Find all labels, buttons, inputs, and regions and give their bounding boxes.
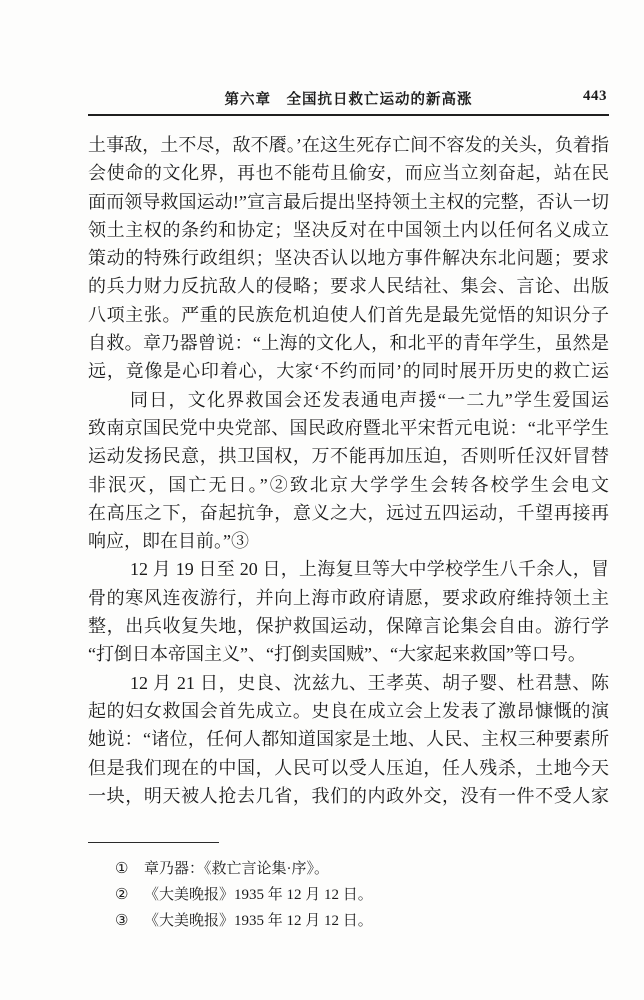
footnote <box>115 882 585 908</box>
text-line: 但是我们现在的中国，人民可以受人压迫，任人残杀，土地今天 <box>88 757 609 778</box>
text-line: 她说：“诸位，任何人都知道国家是土地、人民、主权三种要素所 <box>88 729 609 750</box>
text-line: 骨的寒风连夜游行，并向上海市政府请愿，要求政府维持领土主 <box>88 587 609 608</box>
footnote-marker: ③ <box>115 913 129 929</box>
text-line: “打倒日本帝国主义”、“打倒卖国贼”、“大家起来救国”等口号。 <box>88 644 586 665</box>
text-line: 土事敌，土不尽，敌不餍。’在这生死存亡间不容发的关头，负着指 <box>88 135 609 155</box>
text-line: 远，竟像是心印着心，大家‘不约而同’的同时展开历史的救亡运 <box>88 361 609 382</box>
footnote-text: 《大美晚报》1935 年 12 月 12 日。 <box>144 913 373 929</box>
text-line: 八项主张。严重的民族危机迫使人们首先是最先觉悟的知识分子 <box>88 304 609 325</box>
text-line: 的兵力财力反抗敌人的侵略；要求人民结社、集会、言论、出版 <box>88 276 609 297</box>
footnote-text: 章乃器：《救亡言论集·序》。 <box>144 861 329 877</box>
text-line: 响应，即在目前。”③ <box>88 531 249 552</box>
text-line: 同日，文化界救国会还发表通电声援“一二九”学生爱国运 <box>130 389 609 410</box>
text-line: 会使命的文化界，再也不能苟且偷安，而应当立刻奋起，站在民 <box>88 163 609 184</box>
body-text <box>88 131 609 810</box>
footnote-separator <box>88 842 219 843</box>
page-number: 443 <box>583 88 607 104</box>
text-line: 运动发扬民意，拱卫国权，万不能再加压迫，否则听任汉奸冒替 <box>88 446 609 467</box>
footnotes <box>115 856 585 934</box>
footnote-text: 《大美晚报》1935 年 12 月 12 日。 <box>144 887 373 903</box>
text-line: 12 月 19 日至 20 日，上海复旦等大中学校学生八千余人，冒 <box>130 559 609 580</box>
running-title: 第六章 全国抗日救亡运动的新高涨 <box>224 92 473 108</box>
footnote <box>115 856 585 882</box>
text-line: 面而领导救国运动!”宣言最后提出坚持领土主权的完整，否认一切 <box>88 191 609 212</box>
footnote-marker: ① <box>115 861 129 877</box>
text-line: 一块，明天被人抢去几省，我们的内政外交，没有一件不受人家 <box>88 785 609 806</box>
text-line: 致南京国民党中央党部、国民政府暨北平宋哲元电说：“北平学生 <box>88 417 609 438</box>
text-line: 在高压之下，奋起抗争，意义之大，远过五四运动，千望再接再 <box>88 502 609 523</box>
text-line: 12 月 21 日，史良、沈兹九、王孝英、胡子婴、杜君慧、陈 <box>130 672 609 693</box>
text-line: 策动的特殊行政组织；坚决否认以地方事件解决东北问题；要求 <box>88 248 609 269</box>
text-line: 起的妇女救国会首先成立。史良在成立会上发表了激昂慷慨的演 <box>88 700 609 721</box>
header-rule <box>88 114 609 116</box>
text-line: 领土主权的条约和协定；坚决反对在中国领土内以任何名义成立 <box>88 219 609 240</box>
footnote-marker: ② <box>115 887 129 903</box>
text-line: 非泯灭，国亡无日。”②致北京大学学生会转各校学生会电文 <box>88 474 609 495</box>
text-line: 自救。章乃器曾说：“上海的文化人，和北平的青年学生，虽然是 <box>88 333 609 354</box>
text-line: 整，出兵收复失地，保护救国运动，保障言论集会自由。游行学 <box>88 616 609 637</box>
page-header <box>88 88 609 110</box>
footnote <box>115 908 585 934</box>
